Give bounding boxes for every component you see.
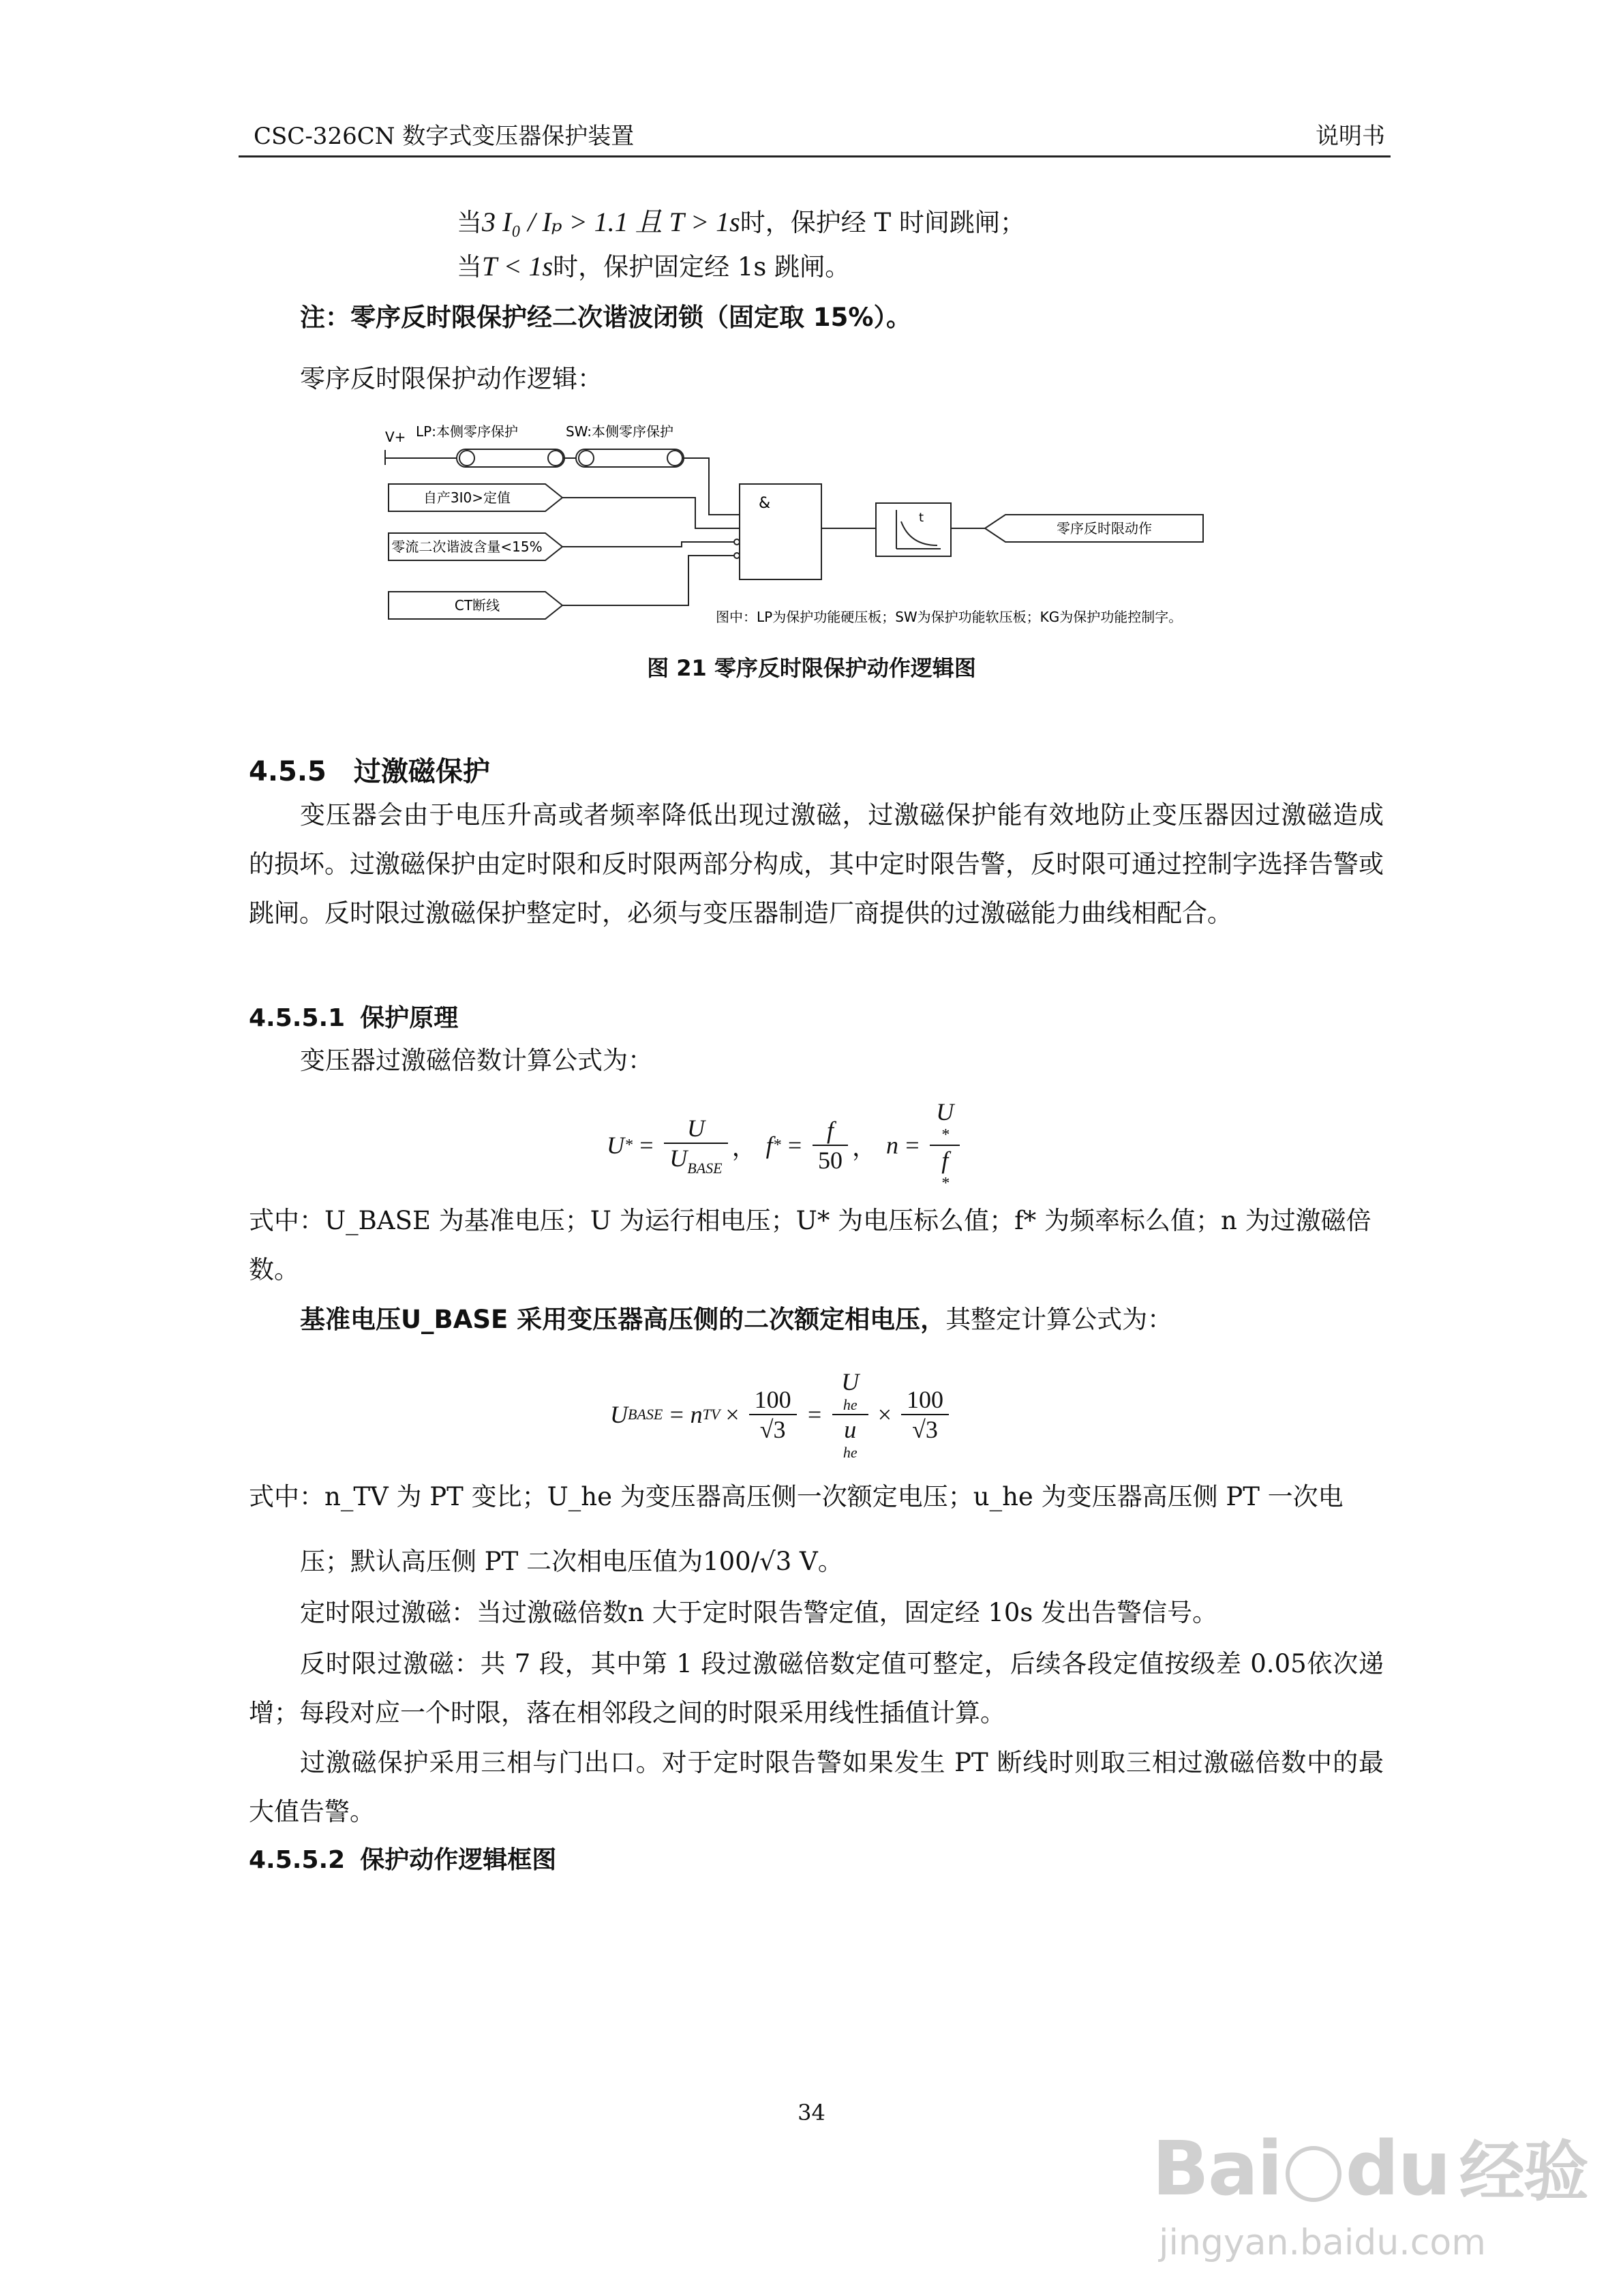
subsection-heading-1: 4.5.5.1 保护原理 (249, 1004, 459, 1032)
header-right: 说明书 (1316, 123, 1385, 150)
inverse-time-paragraph: 反时限过激磁：共 7 段，其中第 1 段过激磁倍数定值可整定，后续各段定值按级差 0.05依次递增；每段对应一个时限，落在相邻段之间的时限采用线性插值计算。 (249, 1649, 1384, 1727)
input-3i0-label: 自产3I0>定值 (423, 489, 511, 506)
zero-seq-inverse-logic-diagram (368, 409, 1295, 641)
base-voltage-intro: 基准电压U_BASE 采用变压器高压侧的二次额定相电压，其整定计算公式为： (300, 1305, 1173, 1334)
timer-t: t (919, 511, 924, 525)
formula-2-explanation-b: 压；默认高压侧 PT 二次相电压值为100/√3 V。 (300, 1547, 843, 1576)
section-heading: 4.5.5 过激磁保护 (249, 756, 490, 787)
vplus-label: V+ (385, 429, 406, 445)
output-label: 零序反时限动作 (1057, 520, 1152, 537)
logic-intro: 零序反时限保护动作逻辑： (300, 364, 603, 393)
header-rule (239, 155, 1391, 157)
and-symbol: & (759, 495, 771, 512)
output-paragraph: 过激磁保护采用三相与门出口。对于定时限告警如果发生 PT 断线时则取三相过激磁倍数中的最大值告警。 (249, 1748, 1384, 1826)
diagram-legend: 图中：LP为保护功能硬压板；SW为保护功能软压板；KG为保护功能控制字。 (716, 609, 1183, 625)
subsection-heading-2: 4.5.5.2 保护动作逻辑框图 (249, 1846, 557, 1874)
sw-label: SW:本侧零序保护 (566, 423, 674, 440)
section-paragraph-1: 变压器会由于电压升高或者频率降低出现过激磁，过激磁保护能有效地防止变压器因过激磁造成的损坏。过激磁保护由定时限和反时限两部分构成，其中定时限告警，反时限可通过控制字选择告警或跳闸。反时限过激磁保护整定时，必须与变压器制造厂商提供的过激磁能力曲线相配合。 (249, 800, 1384, 928)
condition-line-2: 当T < 1s时，保护固定经 1s 跳闸。 (457, 251, 851, 282)
formula-2-explanation-a: 式中：n_TV 为 PT 变比；U_he 为变压器高压侧一次额定电压；u_he 为变压器高压侧 PT 一次电 (249, 1482, 1344, 1511)
excitation-formula: U * = $\frac{U}{U_{BASE}}$ ， f * = $\frac{f}{50}$ ， n = U * f * (607, 1104, 964, 1186)
baidu-watermark-logo: Bai du 经验 (1152, 2125, 1588, 2212)
input-ct-label: CT断线 (454, 597, 500, 614)
formula-1-explanation: 式中：U_BASE 为基准电压；U 为运行相电压；U* 为电压标么值；f* 为频率标么值；n 为过激磁倍数。 (249, 1206, 1371, 1284)
lp-label: LP:本侧零序保护 (416, 423, 518, 440)
harmonic-note: 注：零序反时限保护经二次谐波闭锁（固定取 15%）。 (300, 303, 911, 332)
page-number: 34 (798, 2100, 825, 2126)
and-gate (740, 484, 821, 579)
figure-caption: 图 21 零序反时限保护动作逻辑图 (647, 655, 976, 681)
formula-intro: 变压器过激磁倍数计算公式为： (300, 1046, 653, 1075)
condition-line-1: 当3 I₀ / Iₚ > 1.1 且 T > 1s时，保护经 T 时间跳闸； (457, 207, 1025, 237)
input-harmonic-label: 零流二次谐波含量<15% (391, 539, 543, 555)
header-title: CSC-326CN 数字式变压器保护装置 (254, 123, 635, 150)
base-voltage-formula: U BASE = n TV × $\frac{100}{√3}$ = U he u he × $\frac{100}{√3}$ (610, 1370, 953, 1459)
paw-icon (1286, 2146, 1341, 2202)
definite-time-paragraph: 定时限过激磁：当过激磁倍数n 大于定时限告警定值，固定经 10s 发出告警信号。 (300, 1598, 1218, 1627)
baidu-watermark-url: jingyan.baidu.com (1159, 2222, 1486, 2263)
